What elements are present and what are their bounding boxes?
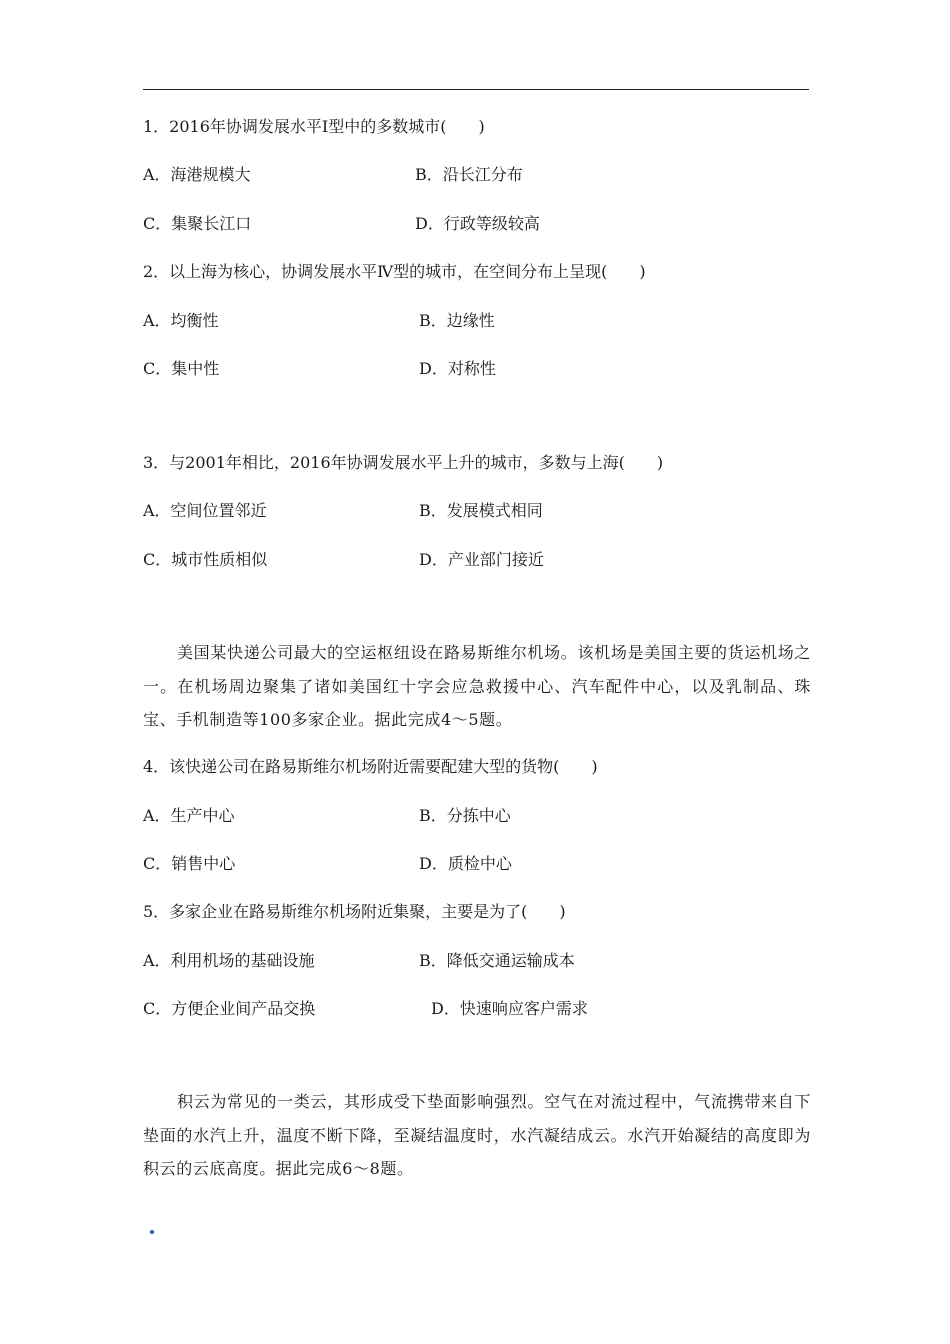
q4-option-c: C．销售中心 xyxy=(143,854,236,873)
q1-option-d: D．行政等级较高 xyxy=(415,214,540,233)
q2-option-c: C．集中性 xyxy=(143,359,220,378)
q5-option-c: C．方便企业间产品交换 xyxy=(143,999,316,1018)
q3-option-c: C．城市性质相似 xyxy=(143,550,268,569)
q2-option-a: A．均衡性 xyxy=(143,311,219,330)
q5-stem: 5．多家企业在路易斯维尔机场附近集聚，主要是为了( ) xyxy=(143,902,566,921)
q2-option-d: D．对称性 xyxy=(419,359,496,378)
q2-stem: 2．以上海为核心，协调发展水平Ⅳ型的城市，在空间分布上呈现( ) xyxy=(143,262,646,281)
q4-stem: 4．该快递公司在路易斯维尔机场附近需要配建大型的货物( ) xyxy=(143,757,598,776)
header-rule xyxy=(143,89,809,90)
q1-option-c: C．集聚长江口 xyxy=(143,214,252,233)
q2-option-b: B．边缘性 xyxy=(419,311,495,330)
q5-option-d: D．快速响应客户需求 xyxy=(431,999,588,1018)
q3-stem: 3．与2001年相比，2016年协调发展水平上升的城市，多数与上海( ) xyxy=(143,453,664,472)
passage-cumulus: 积云为常见的一类云，其形成受下垫面影响强烈。空气在对流过程中，气流携带来自下垫面的水汽上升，温度不断下降，至凝结温度时，水汽凝结成云。水汽开始凝结的高度即为积云的云底高度。据此完成6～8题。 xyxy=(143,1092,811,1178)
q3-option-d: D．产业部门接近 xyxy=(419,550,544,569)
q1-option-a: A．海港规模大 xyxy=(143,165,251,184)
q5-option-a: A．利用机场的基础设施 xyxy=(143,951,315,970)
q4-option-d: D．质检中心 xyxy=(419,854,512,873)
q1-option-b: B．沿长江分布 xyxy=(415,165,523,184)
page-dot xyxy=(150,1230,154,1234)
passage-airport: 美国某快递公司最大的空运枢纽设在路易斯维尔机场。该机场是美国主要的货运机场之一。在机场周边聚集了诸如美国红十字会应急救援中心、汽车配件中心，以及乳制品、珠宝、手机制造等100多家企业。据此完成4～5题。 xyxy=(143,643,811,729)
q4-option-a: A．生产中心 xyxy=(143,806,235,825)
q3-option-b: B．发展模式相同 xyxy=(419,501,543,520)
q5-option-b: B．降低交通运输成本 xyxy=(419,951,575,970)
q1-stem: 1．2016年协调发展水平Ⅰ型中的多数城市( ) xyxy=(143,117,485,136)
q3-option-a: A．空间位置邻近 xyxy=(143,501,267,520)
q4-option-b: B．分拣中心 xyxy=(419,806,511,825)
